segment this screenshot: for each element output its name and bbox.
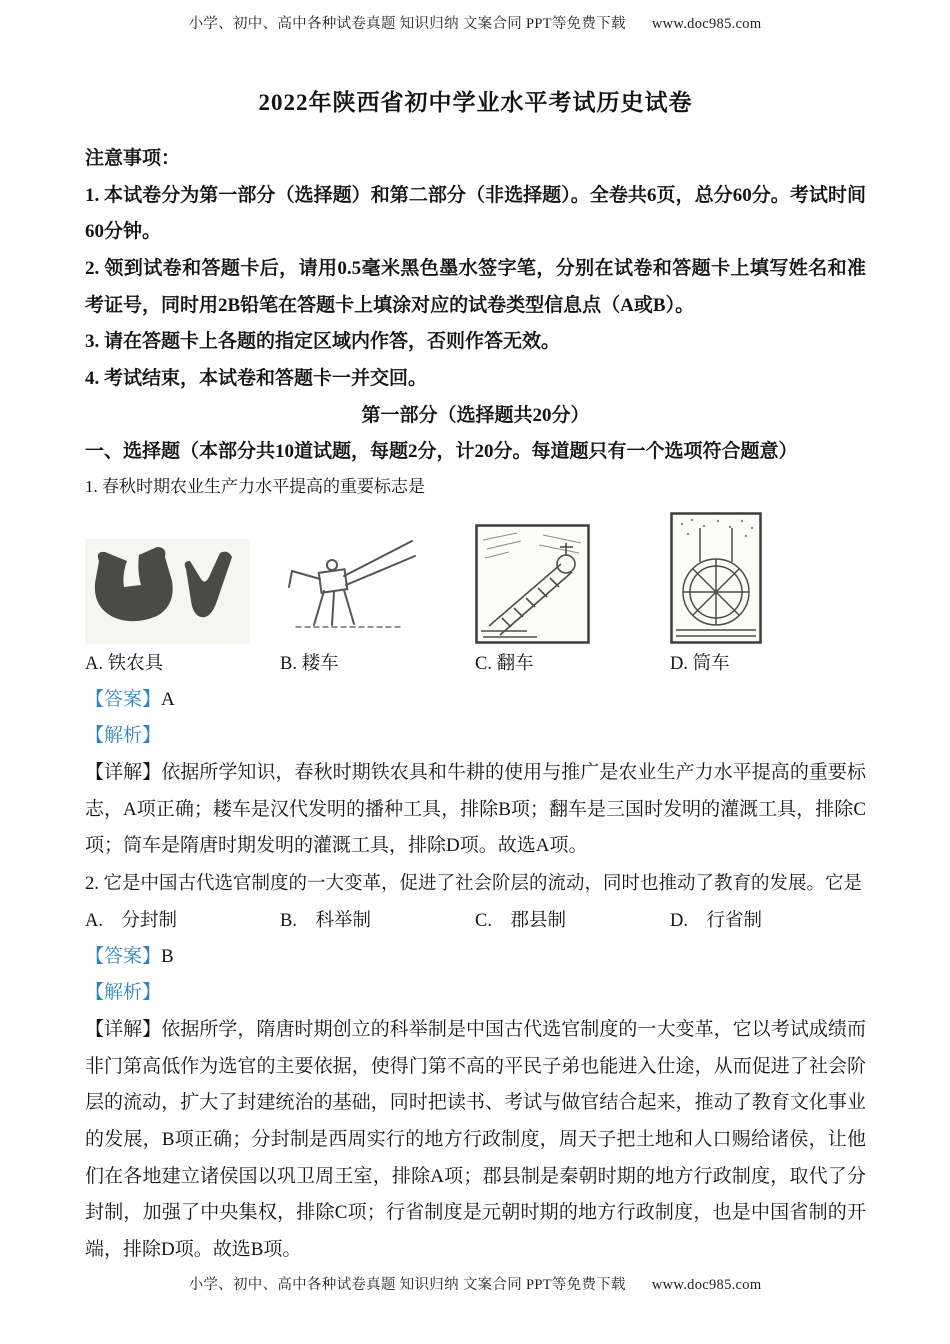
iron-farm-tools-image [85,539,250,644]
page-header [0,12,950,33]
header-text: 小学、初中、高中各种试卷真题 知识归纳 文案合同 PPT等免费下载 [188,16,626,32]
q2-option-d: D. 行省制 [670,910,762,931]
question-1-stem: 1. 春秋时期农业生产力水平提高的重要标志是 [85,476,425,496]
page-footer [0,1273,950,1294]
question-1-options [85,646,866,682]
header-url-link[interactable]: www.doc985.com [651,16,762,32]
q1-option-b: B. 耧车 [280,653,339,674]
tube-waterwheel-image [670,512,762,644]
q1-detail-paragraph [85,755,866,865]
part1-heading: 第一部分（选择题共20分） [361,404,590,426]
figure-option-a [85,539,280,644]
q2-detail-text: 依据所学，隋唐时期创立的科举制是中国古代选官制度的一大变革，它以考试成绩而非门第高低作为选官的主要依据，使得门第不高的平民子弟也能进入仕途，从而促进了社会阶层的流动，扩大了封建统治的基础，同时把读书、考试与做官结合起来，推动了教育文化事业的发展，B项正确；分封制是西周实行的地方行政制度，周天子把土地和人口赐给诸侯，让他们在各地建立诸侯国以巩卫周王室，排除A项；郡县制是秦朝时期的地方行政制度，取代了分封制，加强了中央集权，排除C项；行省制度是元朝时期的地方行政制度，也是中国省制的开端，排除D项。故选B项。 [85,1019,866,1261]
figure-option-d [670,512,865,644]
notice-item-3: 3. 请在答题卡上各题的指定区域内作答，否则作答无效。 [85,331,561,353]
figure-option-c [475,524,670,644]
seed-drill-image [280,529,420,644]
section-heading: 一、选择题（本部分共10道试题，每题2分，计20分。每道题只有一个选项符合题意） [85,441,798,463]
q1-answer-line [85,682,866,719]
q2-answer-label: 【答案】 [85,945,162,967]
q1-analysis-label: 【解析】 [85,725,162,747]
q1-option-a: A. 铁农具 [85,653,164,674]
q1-answer-label: 【答案】 [85,688,162,710]
figure-option-b [280,529,475,644]
chain-pump-image [475,524,590,644]
q2-detail-paragraph [85,1012,866,1269]
q2-detail-label: 【详解】 [85,1019,162,1041]
footer-text: 小学、初中、高中各种试卷真题 知识归纳 文案合同 PPT等免费下载 [188,1277,626,1293]
q1-analysis-line [85,718,866,755]
q1-answer-value: A [161,688,175,710]
q2-analysis-line [85,975,866,1012]
notice-heading: 注意事项： [85,148,181,169]
q2-answer-line [85,939,866,976]
q2-option-b: B. 科举制 [280,910,371,931]
q1-detail-text: 依据所学知识，春秋时期铁农具和牛耕的使用与推广是农业生产力水平提高的重要标志，A项正确；耧车是汉代发明的播种工具，排除B项；翻车是三国时发明的灌溉工具，排除C项；筒车是隋唐时期发明的灌溉工具，排除D项。故选A项。 [85,762,866,857]
q2-option-a: A. 分封制 [85,910,177,931]
q1-detail-label: 【详解】 [85,762,162,784]
footer-url-link[interactable]: www.doc985.com [651,1277,762,1293]
question-2-options [85,903,866,939]
q1-option-d: D. 筒车 [670,653,730,674]
notice-item-1: 1. 本试卷分为第一部分（选择题）和第二部分（非选择题）。全卷共6页，总分60分。考试时间60分钟。 [85,184,866,243]
q2-analysis-label: 【解析】 [85,982,162,1004]
q2-option-c: C. 郡县制 [475,910,566,931]
q2-answer-value: B [161,945,174,967]
q1-option-c: C. 翻车 [475,653,534,674]
question-2-stem: 2. 它是中国古代选官制度的一大变革，促进了社会阶层的流动，同时也推动了教育的发展。它是 [85,874,863,895]
notice-item-2: 2. 领到试卷和答题卡后，请用0.5毫米黑色墨水签字笔，分别在试卷和答题卡上填写姓名和准考证号，同时用2B铅笔在答题卡上填涂对应的试卷类型信息点（A或B）。 [85,257,866,316]
page-title: 2022年陕西省初中学业水平考试历史试卷 [258,90,693,115]
question-1-figures [85,508,866,644]
notice-item-4: 4. 考试结束，本试卷和答题卡一并交回。 [85,367,428,389]
